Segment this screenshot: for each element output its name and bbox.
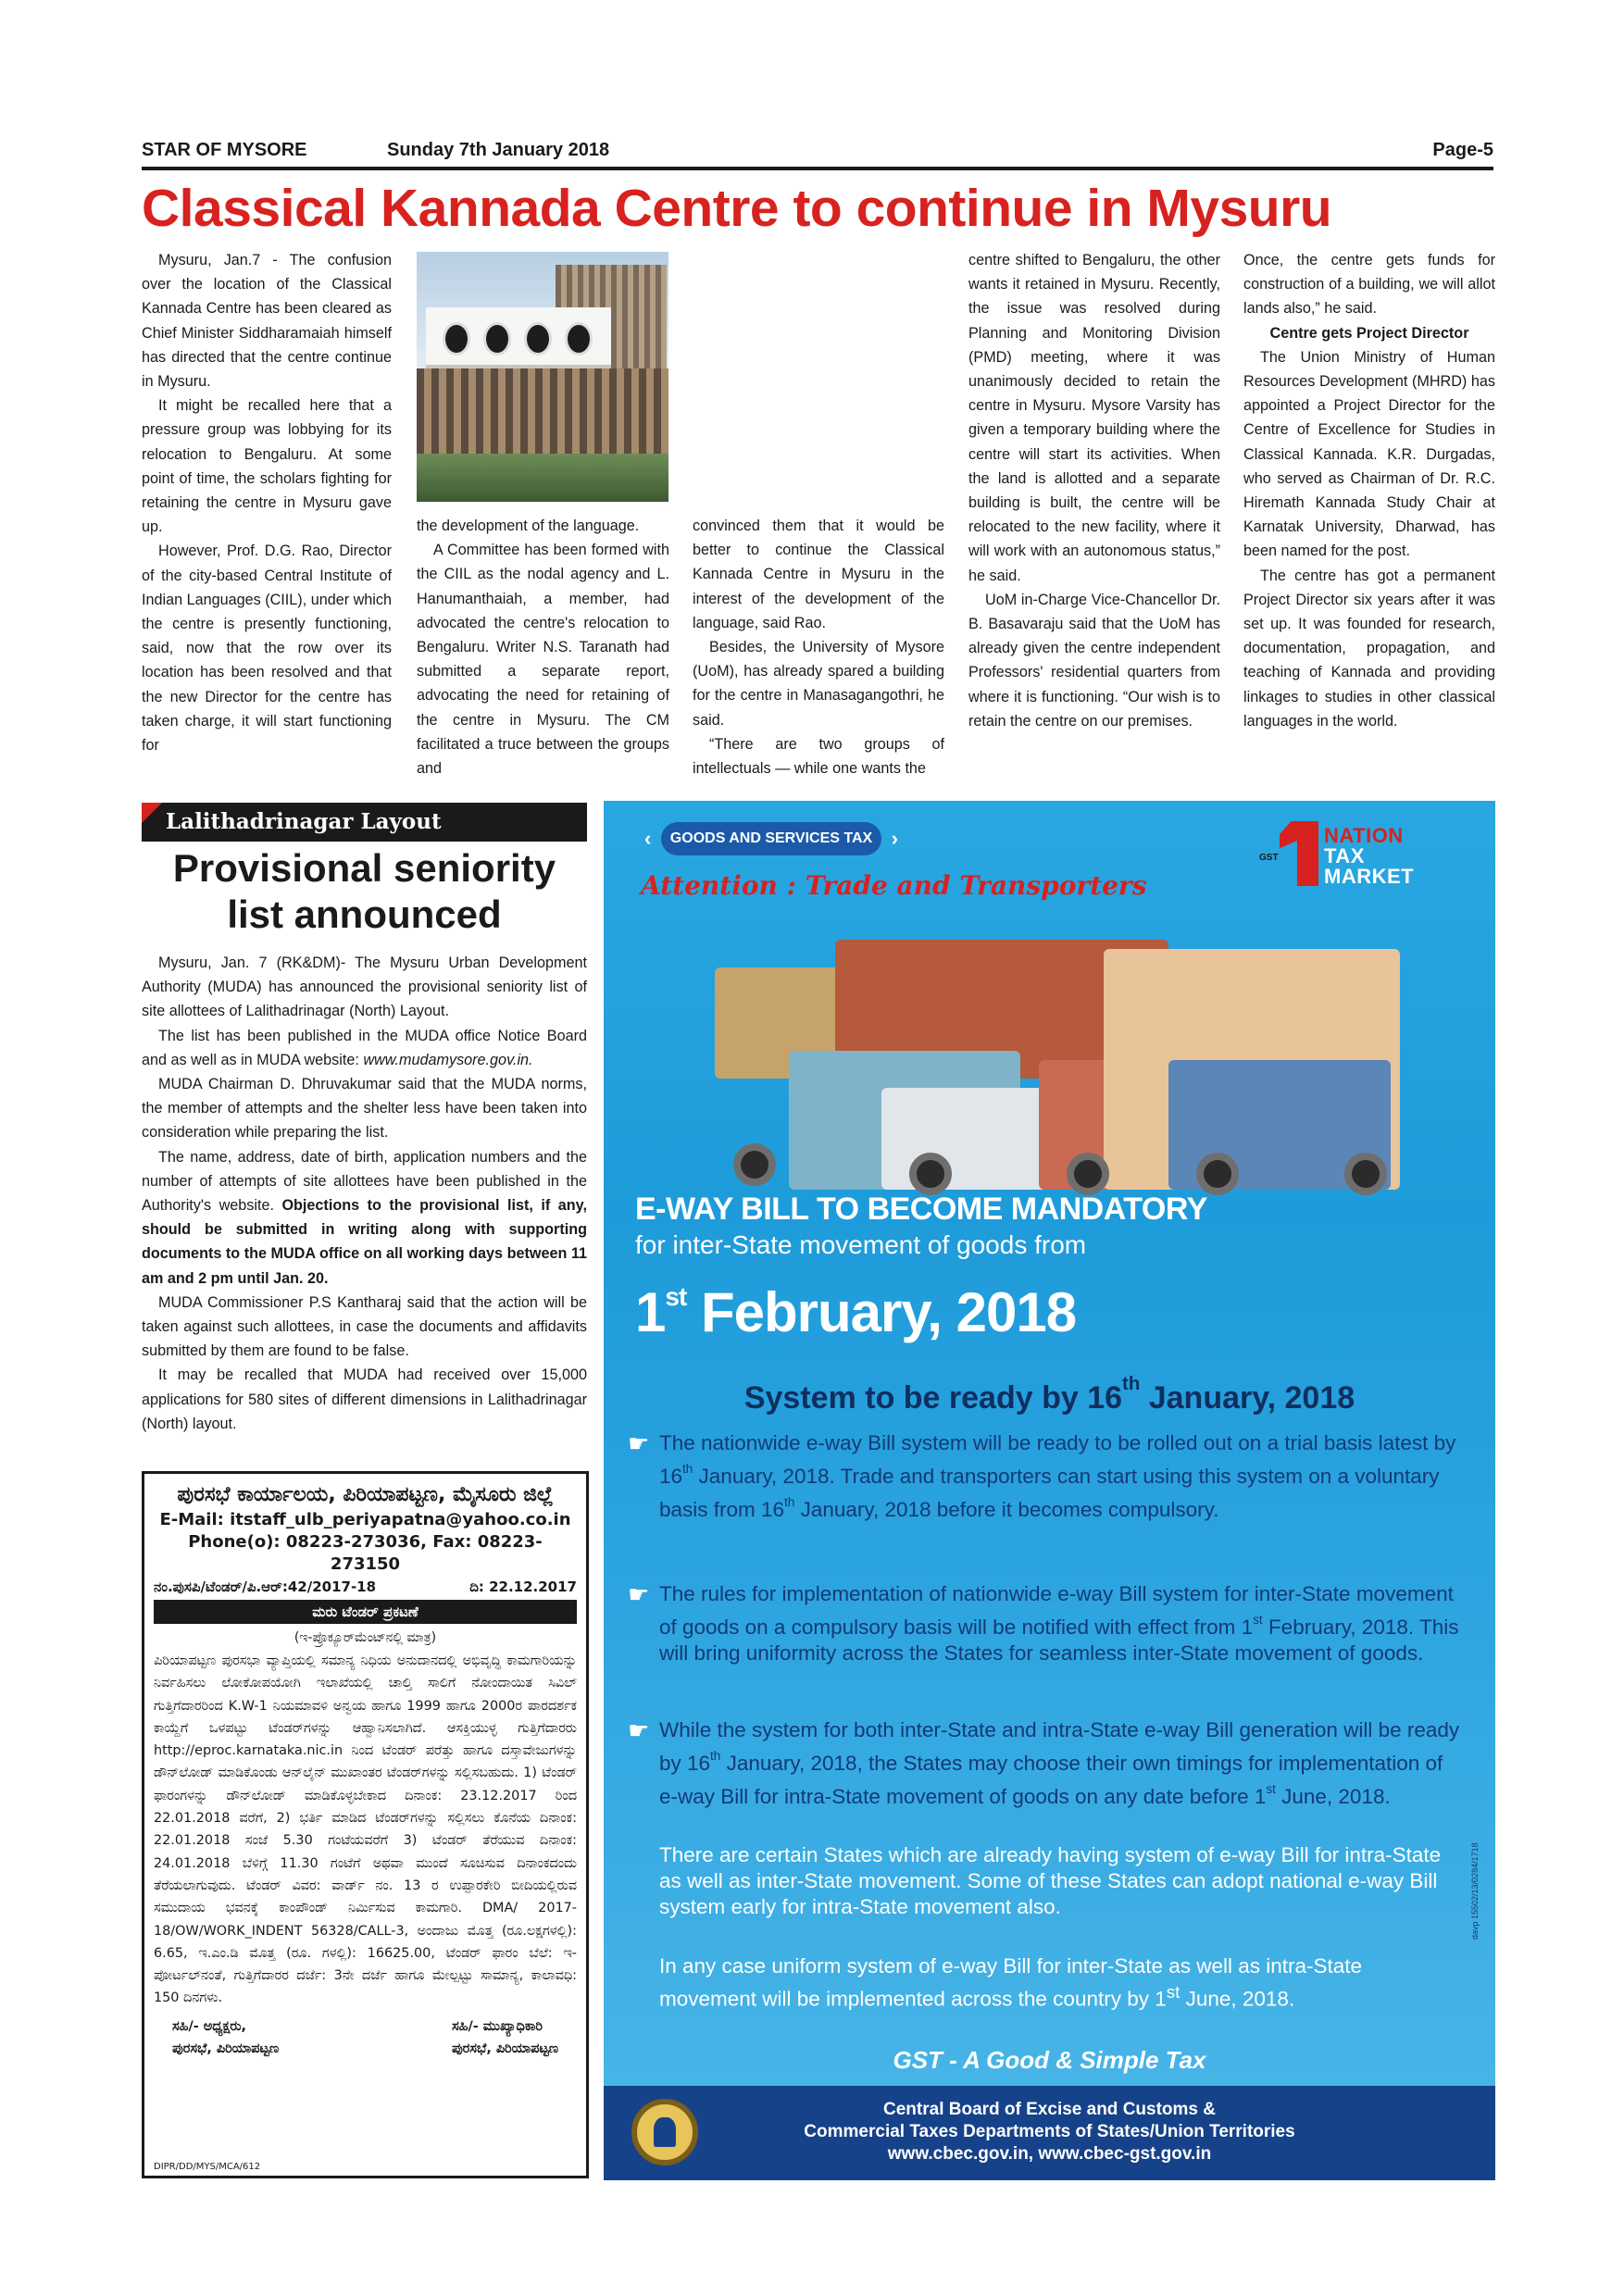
numeral-one-icon: [1280, 821, 1318, 886]
tender-email: E-Mail: itstaff_ulb_periyapatna@yahoo.co.in: [159, 1510, 571, 1529]
section-tag-label: Lalithadrinagar Layout: [166, 809, 442, 834]
story1-paragraph: Besides, the University of Mysore (UoM), has already spared a building for the centre in Manasagangothri, he said.: [693, 639, 944, 729]
gst-slogan: GST - A Good & Simple Tax: [893, 2046, 1206, 2074]
signature-left-line2: ಪುರಸಭೆ, ಪಿರಿಯಾಪಟ್ಟಣ: [172, 2040, 280, 2056]
ad-footer: [604, 2086, 1495, 2180]
pointing-hand-icon: ☛: [628, 1716, 650, 1744]
ready-suffix: th: [1122, 1374, 1141, 1394]
tender-signatures: [154, 2015, 577, 2060]
ad-paragraph: There are certain States which are already having system of e-way Bill for intra-State as well as inter-State movement. Some of these States can adopt national e-way Bill system early for intra-State movement also.: [659, 1843, 1442, 1918]
story1-column-4: [968, 248, 1220, 733]
eway-bill-headline: [635, 1190, 1283, 1362]
ad-paragraph-text: In any case uniform system of e-way Bill for inter-State as well as intra-State movement will be implemented across the country by 1: [659, 1954, 1363, 2011]
signature-right-line1: ಸಹಿ/- ಮುಖ್ಯಾಧಿಕಾರಿ: [451, 2018, 543, 2034]
white-van-icon: [881, 1088, 1048, 1190]
bullet-suffix: th: [682, 1462, 693, 1476]
story1-paragraph: convinced them that it would be better to continue the Classical Kannada Centre in Mysuru in the interest of the development of the language, said Rao.: [693, 518, 944, 631]
story1-subheading: Centre gets Project Director: [1269, 324, 1469, 342]
muda-website-link[interactable]: www.mudamysore.gov.in.: [363, 1051, 533, 1068]
story1-paragraph: UoM in-Charge Vice-Chancellor Dr. B. Basavaraju said that the UoM has already given the centre independent Professors' residential quarters from where it is functioning. “Our wish is to retain the centre on our premises.: [968, 591, 1220, 730]
wheel-icon: [1344, 1153, 1387, 1195]
tender-ref-date: ದಿ: 22.12.2017: [469, 1578, 577, 1595]
story1-paragraph: It might be recalled here that a pressure group was lobbying for its relocation to Bengaluru. At some point of time, the scholars fighting for retaining the centre in Mysuru gave up.: [142, 397, 392, 536]
ad-bullet: [628, 1580, 1465, 1666]
pointing-hand-icon: ☛: [628, 1580, 650, 1608]
ad-bullet: [628, 1716, 1465, 1810]
one-nation-one-tax-logo: [1259, 821, 1472, 895]
building-photo: [417, 252, 668, 502]
story2-text: The list has been published in the MUDA office Notice Board and as well as in MUDA website:: [142, 1027, 587, 1068]
round-window-icon: [443, 322, 470, 356]
signature-left: [172, 2015, 279, 2060]
bullet-text: June, 2018.: [1275, 1785, 1391, 1809]
tender-heading: ಪುರಸಭೆ ಕಾರ್ಯಾಲಯ, ಪಿರಿಯಾಪಟ್ಟಣ, ಮೈಸೂರು ಜಿಲ್ಲೆ: [177, 1483, 554, 1506]
story1-paragraph: centre shifted to Bengaluru, the other wants it retained in Mysuru. Recently, the issue was resolved during Planning and Monitoring Division (PMD) meeting, where it was unanimously decided to retain the centre in Mysuru. Mysore Varsity has given a temporary building where the centre will start its activities. When the land is allotted and a separate building is built, the centre will be relocated to the new facility, where it will work with an autonomous status,” he said.: [968, 252, 1220, 584]
ad-attention-line: Attention : Trade and Transporters: [641, 870, 1147, 901]
footer-line-1: Central Board of Excise and Customs &: [883, 2100, 1216, 2119]
tender-title-band: ಮರು ಟೆಂಡರ್ ಪ್ರಕಟಣೆ: [154, 1600, 577, 1624]
issue-date: Sunday 7th January 2018: [387, 140, 610, 160]
bullet-suffix: st: [1253, 1613, 1263, 1627]
bullet-suffix: th: [710, 1749, 721, 1763]
eway-date-suffix: st: [665, 1282, 687, 1311]
tender-reference: [154, 1576, 577, 1598]
bullet-text: The nationwide e-way Bill system will be ready to be rolled out on a trial basis latest by 16: [659, 1431, 1456, 1489]
ad-paragraph: [659, 1953, 1465, 2013]
signature-right: [452, 2015, 558, 2060]
bullet-text: January, 2018, the States may choose their own timings for implementation of e-way Bill for intra-State movement of goods on any date before 1: [659, 1752, 1443, 1809]
bullet-text: February, 2018. This will bring uniformity across the States for seamless inter-State movement of goods.: [659, 1616, 1459, 1666]
story2-headline: Provisional seniority list announced: [172, 846, 556, 936]
logo-line-2: TAX: [1324, 844, 1365, 867]
story2-paragraph: It may be recalled that MUDA had received over 15,000 applications for 580 sites of different dimensions in Lalithadrinagar (North) layout.: [142, 1366, 587, 1432]
bullet-text: January, 2018. Trade and transporters can start using this system on a voluntary basis from 16: [659, 1465, 1440, 1522]
story2-paragraph: [142, 1145, 587, 1291]
ad-paragraph-text: June, 2018.: [1180, 1987, 1295, 2011]
tag-corner-triangle: [142, 803, 162, 823]
footer-websites[interactable]: www.cbec.gov.in, www.cbec-gst.gov.in: [887, 2144, 1212, 2164]
trucks-illustration: [604, 921, 1495, 1199]
bullet-suffix: st: [1266, 1782, 1276, 1797]
gst-advertisement: [604, 801, 1495, 2180]
tender-ref-number: ನಂ.ಪುಸಪಿ/ಟೆಂಡರ್/ಪಿ.ಆರ್:42/2017-18: [154, 1578, 377, 1595]
story2-text: The name, address, date of birth, application numbers and the number of attempts of site allottees have been published in the Authority's website.: [142, 1148, 587, 1215]
tender-subtitle: (ಇ-ಪ್ರೊಕ್ಯೂರ್‌ಮೆಂಟ್‌ನಲ್ಲಿ ಮಾತ್ರ): [294, 1630, 437, 1645]
ready-text: System to be ready by 16: [743, 1380, 1123, 1416]
masthead: [142, 140, 1493, 168]
tender-phone: Phone(o): 08223-273036, Fax: 08223-273150: [188, 1532, 543, 1574]
story2-paragraph: [142, 1024, 587, 1072]
bullet-text: January, 2018 before it becomes compulsory.: [794, 1498, 1219, 1522]
tender-notice: [142, 1471, 589, 2178]
wheel-icon: [733, 1143, 776, 1186]
pointing-hand-icon: ☛: [628, 1429, 650, 1457]
section-tag: [142, 803, 587, 842]
story2-paragraph: MUDA Commissioner P.S Kantharaj said that the action will be taken against such allottees, in case the documents and affidavits submitted by them are found to be false.: [142, 1293, 587, 1360]
story1-column-3: [693, 514, 944, 780]
story2-paragraph: Mysuru, Jan. 7 (RK&DM)- The Mysuru Urban Development Authority (MUDA) has announced the provisional seniority list of site allottees of Lalithadrinagar (North) Layout.: [142, 955, 587, 1020]
signature-right-line2: ಪುರಸಭೆ, ಪಿರಿಯಾಪಟ್ಟಣ: [451, 2040, 558, 2056]
chevron-right-icon: ›: [891, 827, 898, 850]
newspaper-name: STAR OF MYSORE: [142, 140, 307, 160]
story1-paragraph: “There are two groups of intellectuals — while one wants the: [693, 735, 944, 778]
story2-paragraph: MUDA Chairman D. Dhruvakumar said that the MUDA norms, the member of attempts and the shelter less have been taken into consideration while preparing the list.: [142, 1076, 587, 1142]
signature-left-line1: ಸಹಿ/- ಅಧ್ಯಕ್ಷರು,: [172, 2018, 246, 2034]
bullet-suffix: th: [784, 1495, 795, 1510]
round-window-icon: [483, 322, 511, 356]
story1-column-5: [1243, 248, 1495, 733]
eway-date-day: 1: [635, 1281, 666, 1343]
bullet-text: The rules for implementation of nationwide e-way Bill system for inter-State movement of goods on a compulsory basis will be notified with effect from 1: [659, 1582, 1454, 1640]
eway-title: E-WAY BILL TO BECOME MANDATORY: [635, 1192, 1207, 1227]
system-ready-heading: [604, 1361, 1495, 1421]
gst-pill-label: GOODS AND SERVICES TAX: [669, 830, 873, 846]
story2-body: [142, 951, 587, 1436]
masthead-rule: [142, 167, 1493, 170]
tender-code: DIPR/DD/MYS/MCA/612: [154, 2162, 261, 2172]
ad-bullet: [628, 1429, 1465, 1523]
story1-paragraph: Mysuru, Jan.7 - The confusion over the location of the Classical Kannada Centre has been cleared as Chief Minister Siddharamaiah himself has directed that the centre continue in Mysuru.: [142, 252, 392, 391]
story1-paragraph: The centre has got a permanent Project Director six years after it was set up. It was founded for research, documentation, propagation, and teaching of Kannada and providing linkages to studies in other classical languages in the world.: [1243, 567, 1495, 730]
bullet-text: While the system for both inter-State and intra-State e-way Bill generation will be ready by 16: [659, 1718, 1460, 1776]
page-number: Page-5: [1432, 140, 1493, 160]
story1-paragraph: A Committee has been formed with the CIIL as the nodal agency and L. Hanumanthaiah, a member, had advocated the centre's relocation to Bengaluru. Writer N.S. Taranath had submitted a separate report, advocating the need for retaining of the centre in Mysuru. The CM facilitated a truce between the groups and: [417, 542, 669, 778]
ready-text-end: January, 2018: [1140, 1380, 1355, 1416]
story1-paragraph: the development of the language.: [417, 518, 640, 534]
story1-column-1: [142, 248, 392, 757]
story1-paragraph: The Union Ministry of Human Resources Development (MHRD) has appointed a Project Director for the Centre of Excellence for Studies in Classical Kannada. K.R. Durgadas, who served as Chairman of Dr. R.C. Hiremath Kannada Study Chair at Karnatak University, Dharwad, has been named for the post.: [1243, 348, 1495, 560]
eway-subtitle: for inter-State movement of goods from: [635, 1230, 1087, 1259]
round-window-icon: [524, 322, 552, 356]
story1-paragraph: However, Prof. D.G. Rao, Director of the city-based Central Institute of Indian Languages (CIIL), under which the centre is presently functioning, said, now that the row over its location has been resolved and that the new Director for the centre has taken charge, it will start functioning for: [142, 543, 392, 755]
main-headline: Classical Kannada Centre to continue in Mysuru: [142, 179, 1332, 238]
gst-pill-banner: [644, 822, 898, 855]
ad-paragraph-suffix: st: [1166, 1982, 1181, 2002]
logo-line-3: MARKET: [1324, 865, 1415, 888]
eway-date-month: February, 2018: [686, 1281, 1077, 1343]
photo-ground: [417, 454, 668, 502]
chevron-left-icon: ‹: [644, 827, 652, 850]
logo-line-1: NATION: [1324, 824, 1404, 847]
logo-gst-text: GST: [1259, 853, 1279, 863]
footer-line-2: Commercial Taxes Departments of States/Union Territories: [804, 2122, 1295, 2141]
photo-lower-floors: [417, 368, 668, 454]
story1-paragraph: Once, the centre gets funds for construction of a building, we will allot lands also,” he said.: [1243, 252, 1495, 318]
tender-body: ಪಿರಿಯಾಪಟ್ಟಣ ಪುರಸಭಾ ವ್ಯಾಪ್ತಿಯಲ್ಲಿ ಸಮಾನ್ಯ ನಿಧಿಯ ಅನುದಾನದಲ್ಲಿ ಅಭಿವೃದ್ಧಿ ಕಾಮಗಾರಿಯನ್ನು ನಿರ್ವಹಿಸಲು ಲೋಕೋಪಯೋಗಿ ಇಲಾಖೆಯಲ್ಲಿ ಚಾಲ್ತಿ ಸಾಲಿಗೆ ನೋಂದಾಯಿತ ಸಿವಿಲ್ ಗುತ್ತಿಗೆದಾರರಿಂದ K.W-1 ನಿಯಮಾವಳಿ ಅನ್ವಯ ಹಾಗೂ 1999 ಹಾಗೂ 2000ರ ಪಾರದರ್ಶಕ ಕಾಯ್ದೆಗೆ ಒಳಪಟ್ಟು ಟೆಂಡರ್‌ಗಳನ್ನು ಆಹ್ವಾನಿಸಲಾಗಿದೆ. ಆಸಕ್ತಿಯುಳ್ಳ ಗುತ್ತಿಗೆದಾರರು http://eproc.karnataka.nic.in ನಿಂದ ಟೆಂಡರ್ ಪರೆತ್ತು ಹಾಗೂ ದಸ್ತಾವೇಜುಗಳನ್ನು ಡೌನ್‌ಲೋಡ್ ಮಾಡಿಕೊಂಡು ಆನ್‌ಲೈನ್ ಮುಖಾಂತರ ಟೆಂಡರ್‌ಗಳನ್ನು ಸಲ್ಲಿಸಬಹುದು. 1) ಟೆಂಡರ್ ಫಾರಂಗಳನ್ನು ಡೌನ್‌ಲೋಡ್ ಮಾಡಿಕೊಳ್ಳಬೇಕಾದ ದಿನಾಂಕ: 23.12.2017 ರಿಂದ 22.01.2018 ವರೆಗೆ, 2) ಭರ್ತಿ ಮಾಡಿದ ಟೆಂಡರ್‌ಗಳನ್ನು ಸಲ್ಲಿಸಲು ಕೊನೆಯ ದಿನಾಂಕ: 22.01.2018 ಸಂಜೆ 5.30 ಗಂಟೆಯವರೆಗೆ 3) ಟೆಂಡರ್ ತೆರೆಯುವ ದಿನಾಂಕ: 24.01.2018 ಬೆಳಿಗ್ಗೆ 11.30 ಗಂಟೆಗೆ ಅಥವಾ ಮುಂದೆ ಸೂಚಿಸುವ ದಿನಾಂಕದಂದು ತೆರೆಯಲಾಗುವುದು. ಟೆಂಡರ್ ವಿವರ: ವಾರ್ಡ್ ನಂ. 13 ರ ಉಪ್ಪಾರಕೇರಿ ಬೀದಿಯಲ್ಲಿರುವ ಸಮುದಾಯ ಭವನಕ್ಕೆ ಕಾಂಪೌಂಡ್ ನಿರ್ಮಿಸುವ ಕಾಮಗಾರಿ. DMA/ 2017-18/OW/WORK_INDENT 56328/CALL-3, ಅಂದಾಜು ಮೊತ್ತ (ರೂ.ಲಕ್ಷಗಳಲ್ಲಿ): 6.65, ಇ.ಎಂ.ಡಿ ಮೊತ್ತ (ರೂ. ಗಳಲ್ಲಿ): 16625.00, ಟೆಂಡರ್ ಫಾರಂ ಬೆಲೆ: ಇ-ಪೋರ್ಟಲ್‌ನಂತೆ, ಗುತ್ತಿಗೆದಾರರ ದರ್ಜೆ: 3ನೇ ದರ್ಜೆ ಹಾಗೂ ಮೇಲ್ಪಟ್ಟು ಸಾಮಾನ್ಯ, ಕಾಲಾವಧಿ: 150 ದಿನಗಳು.: [154, 1653, 577, 2006]
story2-bold-notice: Objections to the provisional list, if any, should be submitted in writing along with supporting documents to the MUDA office on all working days between 11 am and 2 pm until Jan. 20.: [142, 1197, 587, 1287]
davp-code: davp 15502/13/0284/1718: [1470, 1842, 1480, 1940]
story1-column-2: [417, 514, 669, 780]
eway-date: [635, 1262, 1283, 1348]
round-window-icon: [565, 322, 593, 356]
